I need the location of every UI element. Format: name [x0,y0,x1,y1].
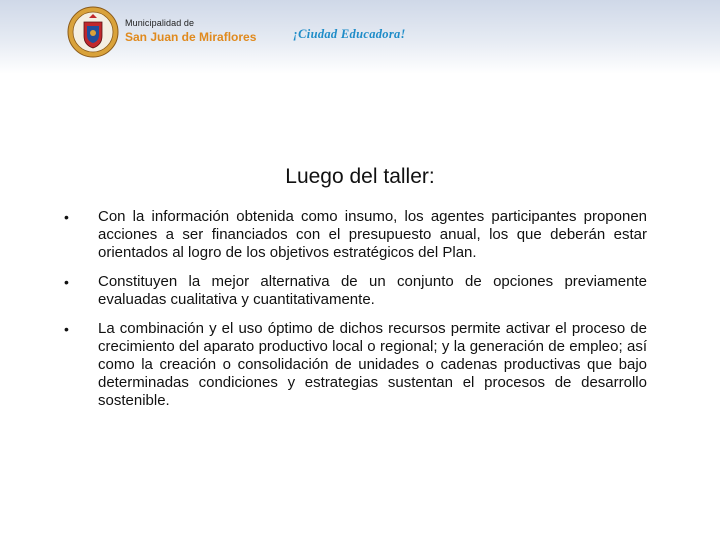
list-item [66,208,647,262]
list-item [66,320,647,410]
slogan: ¡Ciudad Educadora! [293,27,406,41]
bullet-text: Constituyen la mejor alternativa de un conjunto de opciones previamente evaluadas cualitativa y cuantitativamente. [98,273,647,308]
bullet-text: La combinación y el uso óptimo de dichos recursos permite activar el proceso de crecimiento del aparato productivo local o regional; y la generación de empleo; así como la creación o consolidación de unidades o cadenas productivas que bajo determinadas condiciones y estrategias sustentan el procesos de desarrollo sostenible. [98,320,647,409]
bullet-icon: • [64,321,69,337]
slide-title: Luego del taller: [285,165,435,188]
bullet-icon: • [64,209,69,225]
bullet-icon: • [64,274,69,290]
municipality-name: San Juan de Miraflores [125,30,257,44]
coat-of-arms-seal-icon [67,6,119,58]
bullet-text: Con la información obtenida como insumo, los agentes participantes proponen acciones a ser financiados con el presupuesto anual, los que deberán estar orientados al logro de los objetivos estratégicos del Plan. [98,208,647,261]
list-item [66,273,647,309]
bullet-list [66,208,647,421]
header-banner [0,0,720,74]
municipality-prefix: Municipalidad de [125,18,195,28]
